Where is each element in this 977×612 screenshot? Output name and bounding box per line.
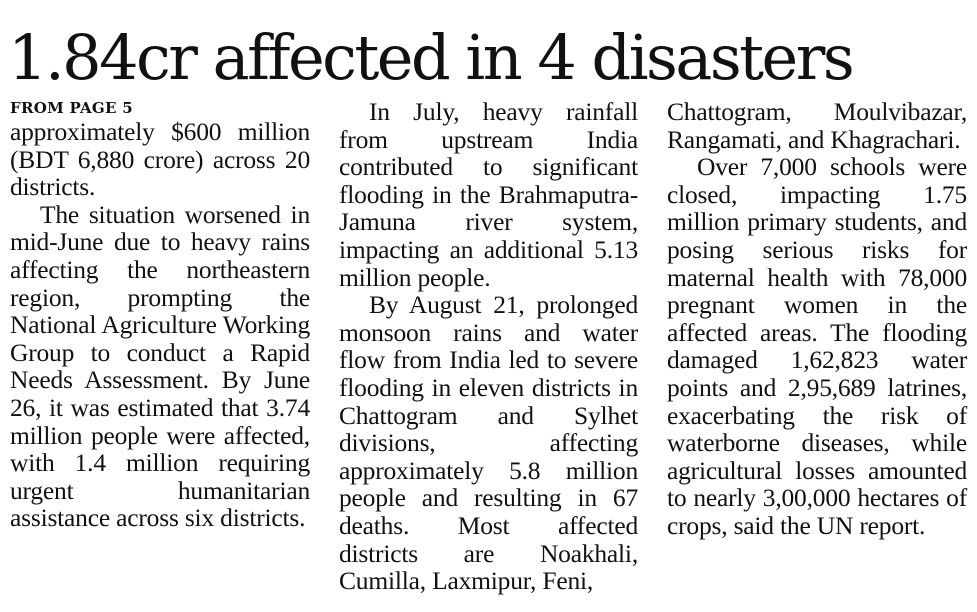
headline: 1.84cr affected in 4 disasters [8,21,853,94]
paragraph: Over 7,000 schools were closed, impacting 1.75 million primary students, and posing serious risks for maternal health with 78,000 pregnant women in the affected areas. The flooding damaged 1,62,823 water points and 2,95,689 latrines, exacerbating the risk of waterborne diseases, while agricultural losses amounted to nearly 3,00,000 hectares of crops, said the UN report. [667,152,967,540]
paragraph: Chattogram, Moulvibazar, Rangamati, and Khagrachari. [667,97,967,154]
article-column-2 [339,98,638,595]
paragraph: The situation worsened in mid-June due to heavy rains affecting the northeastern region, prompting the National Agriculture Working Group to conduct a Rapid Needs Assessment. By June 26, it was estimated that 3.74 million people were affected, with 1.4 million requiring urgent humanitarian assistance across six districts. [10,199,310,533]
paragraph: In July, heavy rainfall from upstream India contributed to significant flooding in the Brahmaputra-Jamuna river system, impacting an additional 5.13 million people. [339,97,638,292]
continuation-kicker: FROM PAGE 5 [10,99,134,117]
article-column-3 [667,98,967,540]
paragraph: approximately $600 million (BDT 6,880 crore) across 20 districts. [10,117,310,202]
paragraph: By August 21, prolonged monsoon rains and water flow from India led to severe flooding in eleven districts in Chattogram and Sylhet divisions, affecting approximately 5.8 million people and resulting in 67 deaths. Most affected districts are Noakhali, Cumilla, Laxmipur, Feni, [339,290,638,596]
article-column-1 [10,98,310,532]
